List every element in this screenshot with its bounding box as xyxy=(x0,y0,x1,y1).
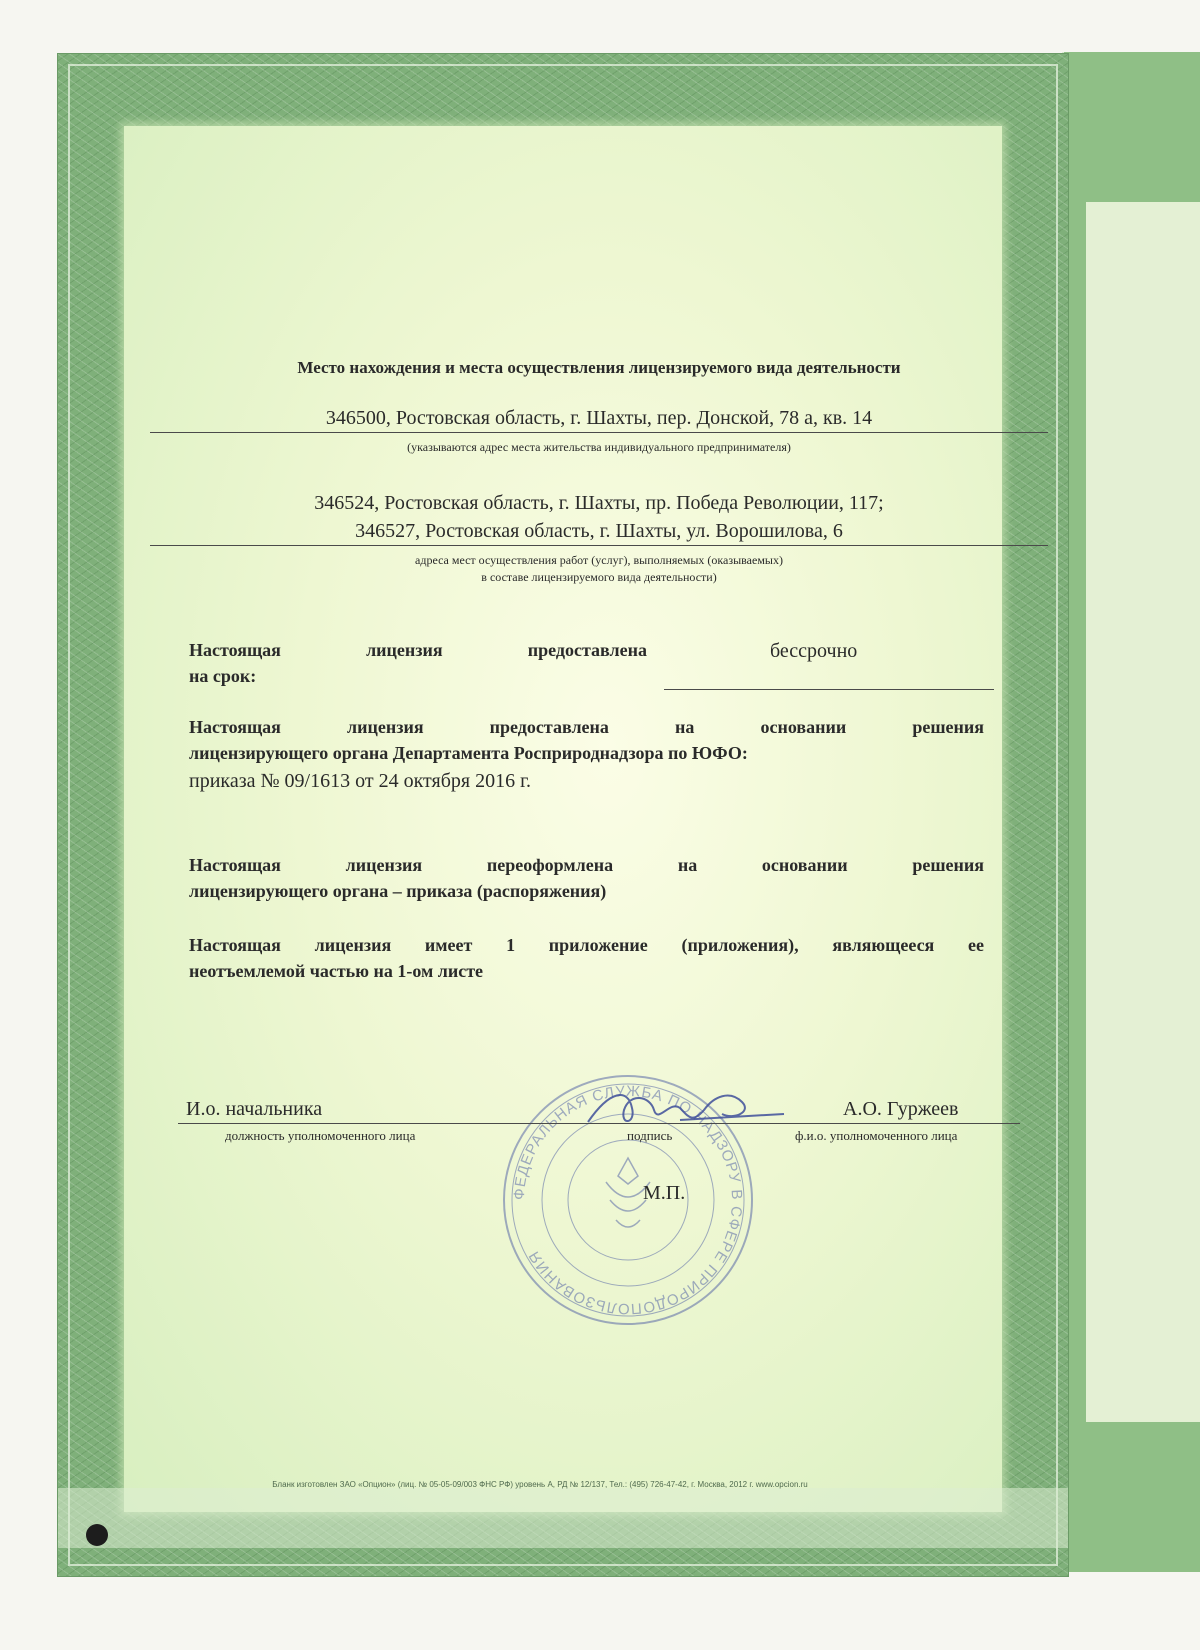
basis-line2: лицензирующего органа Департамента Росприроднадзора по ЮФО: xyxy=(189,743,748,763)
term-value-line xyxy=(664,689,994,690)
work-address-line xyxy=(150,545,1048,546)
signer-name: А.О. Гуржеев xyxy=(843,1098,959,1120)
reissue-line1: Настоящая лицензия переоформлена на основании решения xyxy=(189,855,984,875)
printer-imprint: Бланк изготовлен ЗАО «Опцион» (лиц. № 05-05-09/003 ФНС РФ) уровень А, РД № 12/137, Тел.: (495) 726-47-42, г. Москва, 2012 г. www.opcion.ru xyxy=(272,1480,808,1489)
signer-position: И.о. начальника xyxy=(186,1098,323,1120)
position-caption: должность уполномоченного лица xyxy=(225,1128,416,1143)
work-address-1: 346524, Ростовская область, г. Шахты, пр. Победа Революции, 117; xyxy=(314,492,884,514)
work-caption-1: адреса мест осуществления работ (услуг), выполняемых (оказываемых) xyxy=(415,553,783,567)
signature-caption: подпись xyxy=(627,1128,673,1143)
residence-caption: (указываются адрес места жительства индивидуального предпринимателя) xyxy=(407,440,791,454)
basis-order: приказа № 09/1613 от 24 октября 2016 г. xyxy=(189,770,532,792)
appendix-line2: неотъемлемой частью на 1-ом листе xyxy=(189,961,484,981)
basis-line1: Настоящая лицензия предоставлена на основании решения xyxy=(189,717,984,737)
term-value: бессрочно xyxy=(770,640,858,662)
name-caption: ф.и.о. уполномоченного лица xyxy=(795,1128,958,1143)
reissue-line2: лицензирующего органа – приказа (распоряжения) xyxy=(189,881,607,901)
term-label-line2: на срок: xyxy=(189,666,257,686)
work-caption-2: в составе лицензируемого вида деятельности) xyxy=(481,570,717,584)
seal-ring-text: ФЕДЕРАЛЬНАЯ СЛУЖБА ПО НАДЗОРУ В СФЕРЕ ПРИРОДОПОЛЬЗОВАНИЯ xyxy=(510,1082,746,1318)
residence-address: 346500, Ростовская область, г. Шахты, пер. Донской, 78 а, кв. 14 xyxy=(325,407,873,429)
residence-address-line xyxy=(150,432,1048,433)
work-address-2: 346527, Ростовская область, г. Шахты, ул. Ворошилова, 6 xyxy=(355,520,843,542)
location-heading: Место нахождения и места осуществления лицензируемого вида деятельности xyxy=(297,358,901,377)
handwritten-signature xyxy=(580,1080,790,1140)
term-label-line1: Настоящая лицензия предоставлена xyxy=(189,640,647,660)
appendix-line1: Настоящая лицензия имеет 1 приложение (приложения), являющееся ее xyxy=(189,935,984,955)
signature-line xyxy=(178,1123,1020,1124)
seal-mark: М.П. xyxy=(643,1182,686,1204)
